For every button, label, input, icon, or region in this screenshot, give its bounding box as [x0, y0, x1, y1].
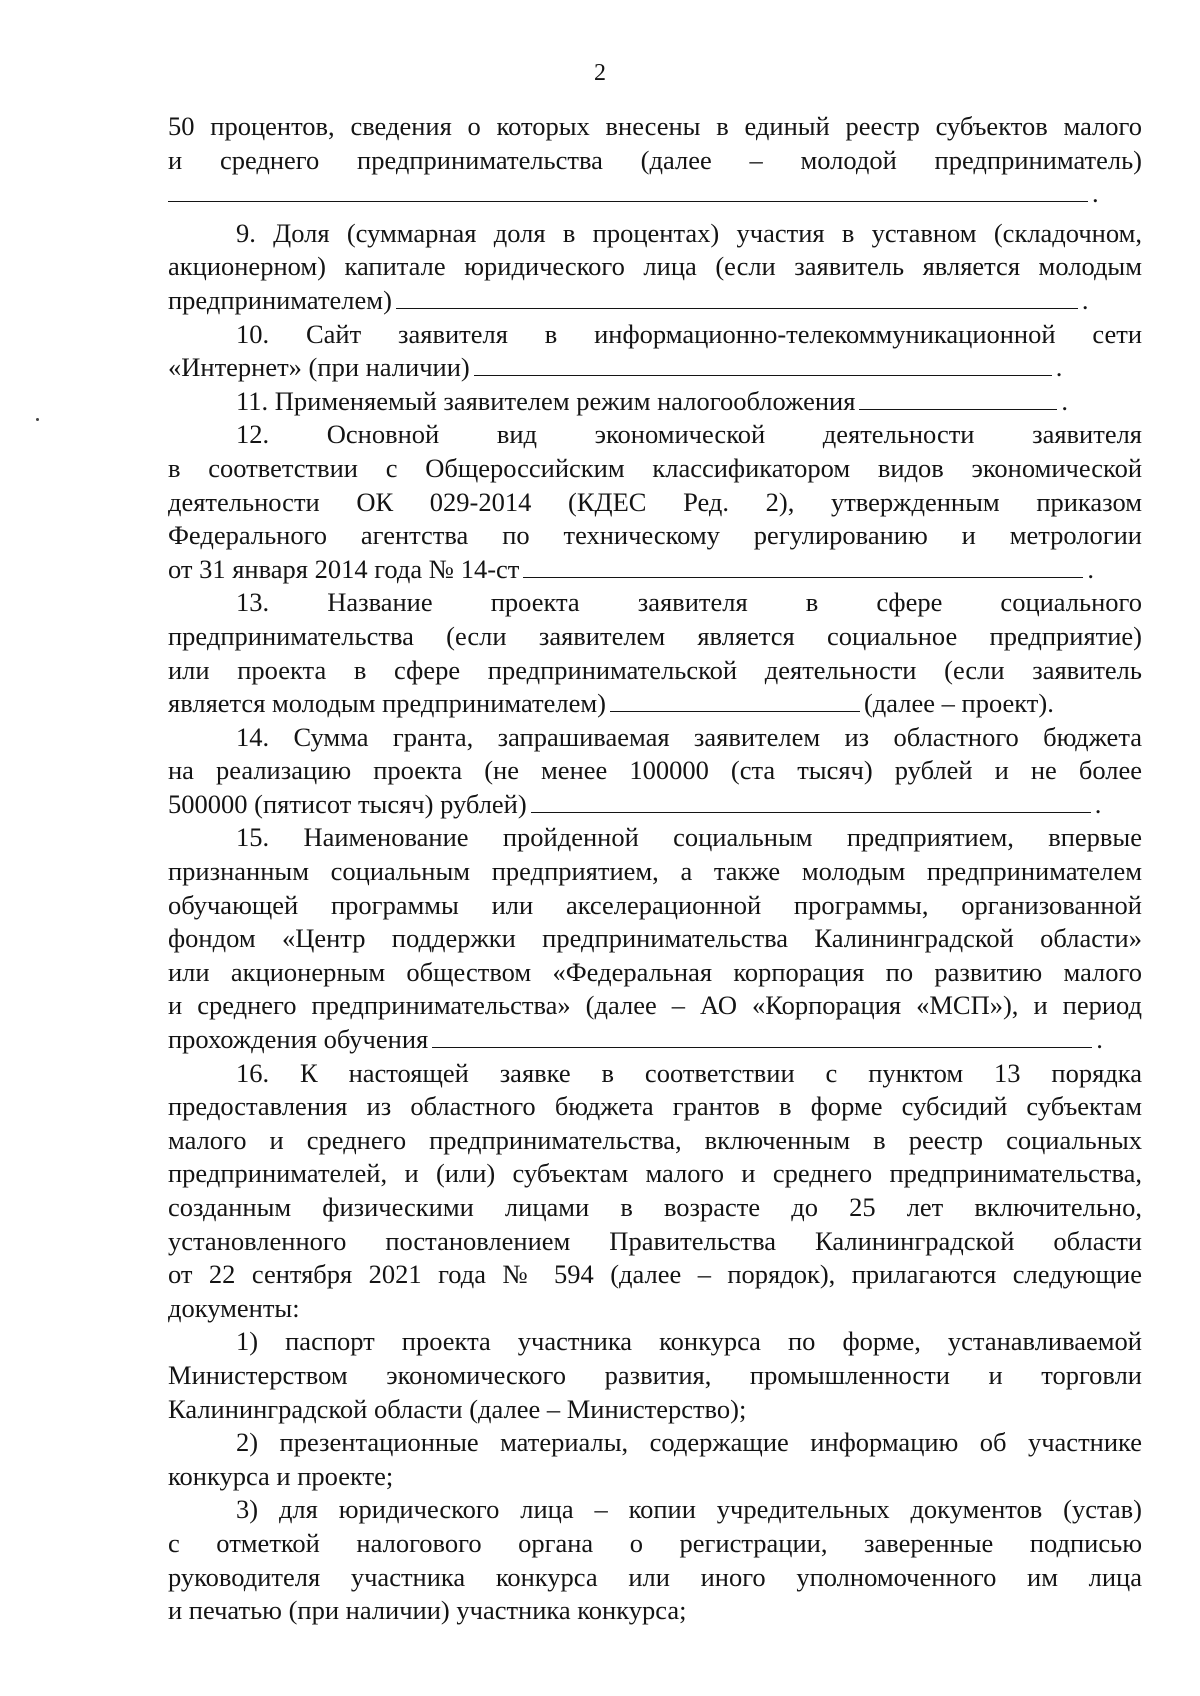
blank-field[interactable] [474, 373, 1052, 376]
text-line: от 31 января 2014 года № 14-ст [168, 553, 520, 584]
blank-field[interactable] [531, 810, 1091, 813]
text-line: конкурса и проекте; [168, 1460, 394, 1491]
text-line: документы: [168, 1292, 300, 1323]
paragraph-13 [168, 586, 1142, 687]
text-line: 14. Сумма гранта, запрашиваемая заявителем из областного бюджета [236, 721, 1142, 752]
text-line: предпринимательства (если заявителем является социальное предприятие) [168, 620, 1142, 651]
field-line [168, 553, 1142, 587]
paragraph-11 [168, 385, 1142, 419]
text-line: 12. Основной вид экономической деятельности заявителя [236, 419, 1142, 450]
text-line: признанным социальным предприятием, а также молодым предпринимателем [168, 856, 1142, 887]
subitem-1 [168, 1325, 1142, 1392]
text-line: от 22 сентября 2021 года № 594 (далее – порядок), прилагаются следующие [168, 1259, 1142, 1290]
text-line: и среднего предпринимательства» (далее – АО «Корпорация «МСП»), и период [168, 990, 1142, 1021]
subitem-1-end [168, 1393, 1142, 1427]
line-end: . [1061, 385, 1069, 416]
paragraph-9 [168, 217, 1142, 284]
text-line: прохождения обучения [168, 1024, 429, 1055]
text-line: 50 процентов, сведения о которых внесены в единый реестр субъектов малого [168, 111, 1142, 141]
field-line [168, 1023, 1142, 1057]
text-line: Федерального агентства по техническому регулированию и метрологии [168, 520, 1142, 551]
text-line: на реализацию проекта (не менее 100000 (ста тысяч) рублей и не более [168, 755, 1142, 786]
text-line: «Интернет» (при наличии) [168, 352, 470, 383]
text-line: 1) паспорт проекта участника конкурса по форме, устанавливаемой [236, 1326, 1142, 1357]
paragraph-15 [168, 821, 1142, 1023]
line-end: . [1055, 352, 1063, 383]
text-line: 13. Название проекта заявителя в сфере социального [236, 587, 1142, 618]
field-line [168, 284, 1142, 318]
text-line: или акционерным обществом «Федеральная корпорация по развитию малого [168, 956, 1142, 987]
subitem-2-end [168, 1460, 1142, 1494]
text-line: 15. Наименование пройденной социальным предприятием, впервые [236, 822, 1142, 853]
text-line: предпринимателем) [168, 284, 392, 315]
text-line: 9. Доля (суммарная доля в процентах) участия в уставном (складочном, [236, 217, 1142, 248]
text-line: 2) презентационные материалы, содержащие информацию об участнике [236, 1427, 1142, 1458]
text-line: фондом «Центр поддержки предпринимательства Калининградской области» [168, 923, 1142, 954]
text-line: малого и среднего предпринимательства, включенным в реестр социальных [168, 1124, 1142, 1155]
line-end: . [1087, 553, 1094, 584]
document-body [168, 110, 1142, 1628]
text-line: в соответствии с Общероссийским классификатором видов экономической [168, 452, 1142, 483]
text-line: 11. Применяемый заявителем режим налогообложения [236, 385, 856, 416]
line-end: . [1094, 788, 1102, 819]
text-line: Калининградской области (далее – Министерство); [168, 1393, 747, 1424]
field-line [168, 788, 1142, 822]
line-end: . [1092, 178, 1099, 209]
text-line: 16. К настоящей заявке в соответствии с пунктом 13 порядка [236, 1057, 1142, 1088]
line-end: . [1081, 284, 1089, 315]
text-line: деятельности ОК 029-2014 (КДЕС Ред. 2), утвержденным приказом [168, 486, 1142, 517]
text-line: и среднего предпринимательства (далее – молодой предприниматель) [168, 144, 1142, 175]
paragraph-12 [168, 418, 1142, 552]
blank-field[interactable] [432, 1045, 1092, 1048]
text-line: 10. Сайт заявителя в информационно-телекоммуникационной сети [236, 318, 1142, 349]
field-line [168, 177, 1142, 211]
text-line: и печатью (при наличии) участника конкурса; [168, 1595, 687, 1626]
text-line: является молодым предпринимателем) [168, 688, 606, 719]
text-line: акционерном) капитале юридического лица (если заявитель является молодым [168, 251, 1142, 282]
line-end: . [1096, 1024, 1103, 1055]
blank-field[interactable] [610, 709, 860, 712]
text-line: 3) для юридического лица – копии учредительных документов (устав) [236, 1494, 1142, 1525]
blank-field[interactable] [523, 575, 1083, 578]
text-line: (далее – проект). [863, 688, 1054, 719]
paragraph-10 [168, 318, 1142, 352]
field-line [168, 351, 1142, 385]
text-line: обучающей программы или акселерационной программы, организованной [168, 889, 1142, 920]
paragraph-16-end [168, 1292, 1142, 1326]
text-line: или проекта в сфере предпринимательской деятельности (если заявитель [168, 654, 1142, 685]
field-line [168, 687, 1142, 721]
text-line: предпринимателей, и (или) субъектам малого и среднего предпринимательства, [168, 1158, 1142, 1189]
subitem-3-end [168, 1594, 1142, 1628]
subitem-2 [168, 1426, 1142, 1460]
subitem-3 [168, 1493, 1142, 1594]
blank-field[interactable] [859, 407, 1057, 410]
scan-speck [36, 418, 39, 421]
paragraph-16 [168, 1057, 1142, 1292]
text-line: 500000 (пятисот тысяч) рублей) [168, 788, 527, 819]
paragraph-8-cont [168, 110, 1142, 177]
text-line: установленного постановлением Правительства Калининградской области [168, 1225, 1142, 1256]
paragraph-14 [168, 721, 1142, 788]
page-number: 2 [594, 60, 606, 86]
blank-field[interactable] [396, 306, 1078, 309]
text-line: Министерством экономического развития, промышленности и торговли [168, 1359, 1142, 1390]
text-line: созданным физическими лицами в возрасте до 25 лет включительно, [168, 1192, 1142, 1222]
text-line: предоставления из областного бюджета грантов в форме субсидий субъектам [168, 1091, 1142, 1122]
blank-field[interactable] [168, 199, 1088, 202]
text-line: с отметкой налогового органа о регистрации, заверенные подписью [168, 1527, 1142, 1558]
text-line: руководителя участника конкурса или иного уполномоченного им лица [168, 1561, 1142, 1592]
